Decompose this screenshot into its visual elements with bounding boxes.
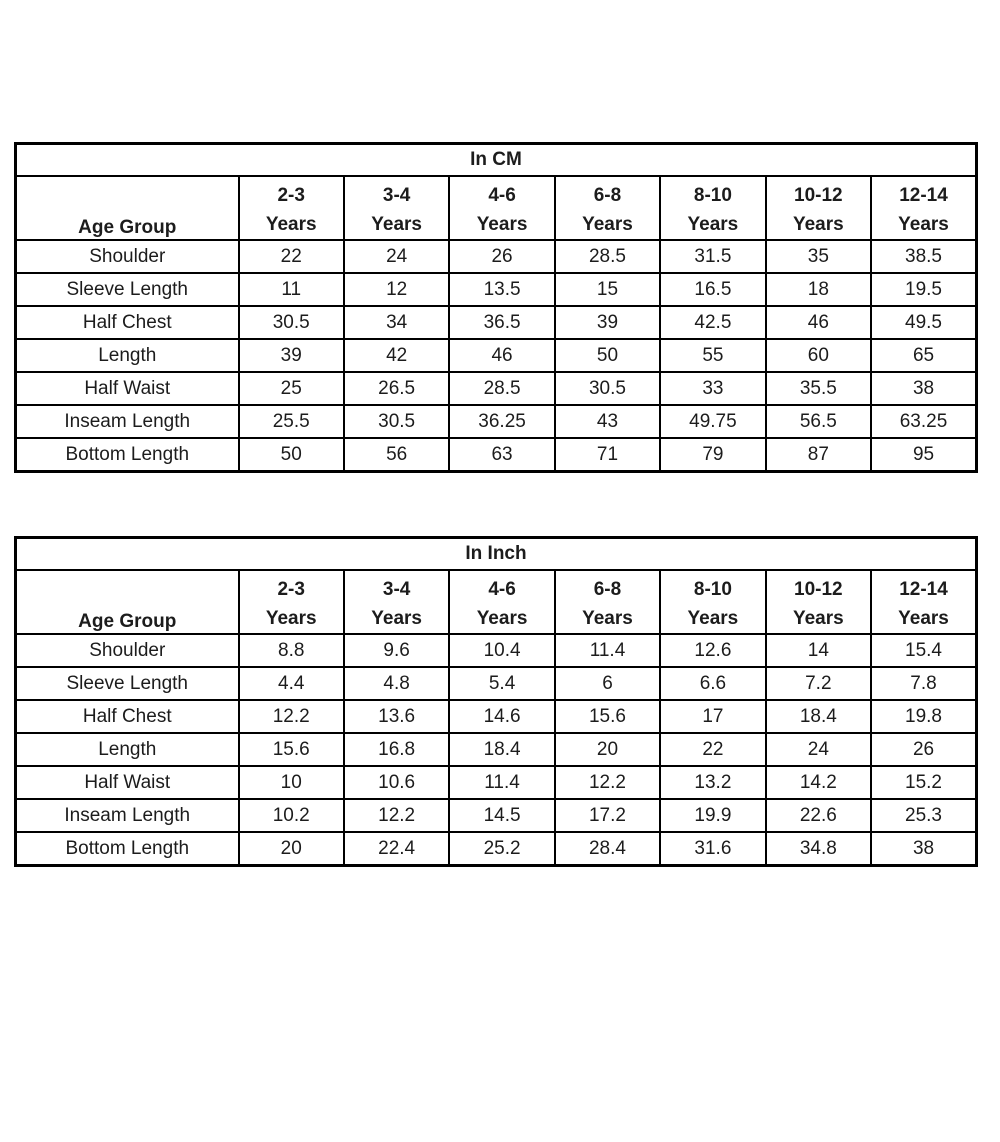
- row-label: Inseam Length: [16, 405, 239, 438]
- value-cell: 17: [660, 700, 765, 733]
- value-cell: 18: [766, 273, 871, 306]
- column-header: [660, 570, 765, 634]
- value-cell: 17.2: [555, 799, 660, 832]
- value-cell: 34: [344, 306, 449, 339]
- value-cell: 12.2: [344, 799, 449, 832]
- value-cell: 11.4: [449, 766, 554, 799]
- column-header: [660, 176, 765, 240]
- value-cell: 6.6: [660, 667, 765, 700]
- value-cell: 11: [239, 273, 344, 306]
- column-header-range: 4-6: [488, 579, 516, 600]
- table-title-row: [16, 538, 977, 571]
- value-cell: 4.4: [239, 667, 344, 700]
- column-header-range: 3-4: [382, 579, 411, 600]
- column-header: [766, 176, 871, 240]
- table-row: [16, 832, 977, 866]
- value-cell: 42: [344, 339, 449, 372]
- row-label: Inseam Length: [16, 799, 239, 832]
- value-cell: 26: [449, 240, 554, 273]
- column-header-unit: Years: [792, 608, 844, 629]
- value-cell: 20: [555, 733, 660, 766]
- column-header: [344, 570, 449, 634]
- value-cell: 26: [871, 733, 976, 766]
- value-cell: 24: [344, 240, 449, 273]
- row-label: Length: [16, 733, 239, 766]
- table-row: [16, 766, 977, 799]
- column-header-unit: Years: [687, 608, 739, 629]
- column-header-unit: Years: [476, 214, 528, 235]
- column-header-range: 12-14: [899, 185, 948, 206]
- row-label: Shoulder: [16, 240, 239, 273]
- column-header-range: 4-6: [488, 185, 516, 206]
- column-header: [871, 176, 976, 240]
- row-label: Half Chest: [16, 306, 239, 339]
- table-title: In CM: [16, 144, 977, 177]
- value-cell: 25.3: [871, 799, 976, 832]
- column-header-range: 10-12: [794, 579, 843, 600]
- value-cell: 8.8: [239, 634, 344, 667]
- value-cell: 63: [449, 438, 554, 472]
- value-cell: 28.5: [449, 372, 554, 405]
- value-cell: 65: [871, 339, 976, 372]
- value-cell: 25.2: [449, 832, 554, 866]
- value-cell: 43: [555, 405, 660, 438]
- value-cell: 5.4: [449, 667, 554, 700]
- value-cell: 22: [660, 733, 765, 766]
- value-cell: 36.25: [449, 405, 554, 438]
- table-row: [16, 240, 977, 273]
- row-label: Sleeve Length: [16, 273, 239, 306]
- column-header-range: 6-8: [593, 579, 622, 600]
- value-cell: 31.6: [660, 832, 765, 866]
- column-header-range: 6-8: [593, 185, 622, 206]
- value-cell: 15: [555, 273, 660, 306]
- value-cell: 33: [660, 372, 765, 405]
- column-header: [344, 176, 449, 240]
- row-label: Bottom Length: [16, 438, 239, 472]
- column-header-unit: Years: [687, 214, 739, 235]
- value-cell: 39: [555, 306, 660, 339]
- value-cell: 30.5: [344, 405, 449, 438]
- table-row: [16, 700, 977, 733]
- table-row: [16, 273, 977, 306]
- table-row: [16, 634, 977, 667]
- value-cell: 55: [660, 339, 765, 372]
- column-header-unit: Years: [371, 214, 422, 235]
- value-cell: 46: [766, 306, 871, 339]
- column-header-unit: Years: [265, 214, 317, 235]
- value-cell: 16.5: [660, 273, 765, 306]
- value-cell: 19.8: [871, 700, 976, 733]
- column-header-unit: Years: [582, 214, 633, 235]
- value-cell: 18.4: [449, 733, 554, 766]
- value-cell: 24: [766, 733, 871, 766]
- value-cell: 50: [555, 339, 660, 372]
- size-chart-page: [0, 142, 1000, 1142]
- value-cell: 16.8: [344, 733, 449, 766]
- value-cell: 95: [871, 438, 976, 472]
- table-header-row: [16, 176, 977, 240]
- value-cell: 15.2: [871, 766, 976, 799]
- column-header-range: 2-3: [277, 185, 305, 206]
- value-cell: 26.5: [344, 372, 449, 405]
- value-cell: 34.8: [766, 832, 871, 866]
- value-cell: 13.5: [449, 273, 554, 306]
- size-table-inch: [14, 536, 978, 867]
- table-row: [16, 405, 977, 438]
- value-cell: 4.8: [344, 667, 449, 700]
- table-row: [16, 733, 977, 766]
- value-cell: 14.5: [449, 799, 554, 832]
- column-header-unit: Years: [371, 608, 422, 629]
- value-cell: 87: [766, 438, 871, 472]
- value-cell: 28.4: [555, 832, 660, 866]
- value-cell: 38.5: [871, 240, 976, 273]
- value-cell: 11.4: [555, 634, 660, 667]
- value-cell: 7.2: [766, 667, 871, 700]
- value-cell: 35.5: [766, 372, 871, 405]
- value-cell: 28.5: [555, 240, 660, 273]
- row-label: Half Waist: [16, 766, 239, 799]
- value-cell: 38: [871, 372, 976, 405]
- table-header-row: [16, 570, 977, 634]
- column-header-range: 3-4: [382, 185, 411, 206]
- table-row: [16, 799, 977, 832]
- value-cell: 31.5: [660, 240, 765, 273]
- value-cell: 14.2: [766, 766, 871, 799]
- value-cell: 12.2: [555, 766, 660, 799]
- column-header: [239, 570, 344, 634]
- value-cell: 12.2: [239, 700, 344, 733]
- value-cell: 20: [239, 832, 344, 866]
- column-header: [239, 176, 344, 240]
- value-cell: 25.5: [239, 405, 344, 438]
- column-header: [555, 570, 660, 634]
- column-header-unit: Years: [898, 214, 949, 235]
- table-row: [16, 667, 977, 700]
- table-row: [16, 438, 977, 472]
- table-row: [16, 339, 977, 372]
- table-title-row: [16, 144, 977, 177]
- column-header: [766, 570, 871, 634]
- column-header-unit: Years: [898, 608, 949, 629]
- value-cell: 25: [239, 372, 344, 405]
- column-header: [449, 176, 554, 240]
- column-header-unit: Years: [476, 608, 528, 629]
- column-header: [555, 176, 660, 240]
- value-cell: 7.8: [871, 667, 976, 700]
- column-header-unit: Years: [792, 214, 844, 235]
- column-header-unit: Years: [582, 608, 633, 629]
- value-cell: 36.5: [449, 306, 554, 339]
- column-header-range: 8-10: [693, 579, 732, 600]
- value-cell: 15.6: [239, 733, 344, 766]
- value-cell: 50: [239, 438, 344, 472]
- row-label: Length: [16, 339, 239, 372]
- value-cell: 49.5: [871, 306, 976, 339]
- corner-header-age-group: Age Group: [16, 176, 239, 240]
- value-cell: 42.5: [660, 306, 765, 339]
- value-cell: 39: [239, 339, 344, 372]
- value-cell: 14.6: [449, 700, 554, 733]
- value-cell: 10: [239, 766, 344, 799]
- value-cell: 10.6: [344, 766, 449, 799]
- value-cell: 6: [555, 667, 660, 700]
- value-cell: 35: [766, 240, 871, 273]
- value-cell: 15.4: [871, 634, 976, 667]
- column-header-unit: Years: [265, 608, 317, 629]
- value-cell: 22.6: [766, 799, 871, 832]
- value-cell: 79: [660, 438, 765, 472]
- value-cell: 14: [766, 634, 871, 667]
- table-row: [16, 372, 977, 405]
- value-cell: 19.9: [660, 799, 765, 832]
- column-header: [871, 570, 976, 634]
- value-cell: 56.5: [766, 405, 871, 438]
- row-label: Half Waist: [16, 372, 239, 405]
- value-cell: 63.25: [871, 405, 976, 438]
- value-cell: 49.75: [660, 405, 765, 438]
- value-cell: 30.5: [555, 372, 660, 405]
- row-label: Half Chest: [16, 700, 239, 733]
- value-cell: 38: [871, 832, 976, 866]
- value-cell: 15.6: [555, 700, 660, 733]
- value-cell: 60: [766, 339, 871, 372]
- value-cell: 56: [344, 438, 449, 472]
- value-cell: 30.5: [239, 306, 344, 339]
- value-cell: 18.4: [766, 700, 871, 733]
- column-header-range: 2-3: [277, 579, 305, 600]
- value-cell: 71: [555, 438, 660, 472]
- column-header-range: 8-10: [693, 185, 732, 206]
- row-label: Bottom Length: [16, 832, 239, 866]
- table-row: [16, 306, 977, 339]
- size-table-cm: [14, 142, 978, 473]
- table-title: In Inch: [16, 538, 977, 571]
- value-cell: 9.6: [344, 634, 449, 667]
- value-cell: 46: [449, 339, 554, 372]
- row-label: Sleeve Length: [16, 667, 239, 700]
- value-cell: 10.4: [449, 634, 554, 667]
- value-cell: 10.2: [239, 799, 344, 832]
- corner-header-age-group: Age Group: [16, 570, 239, 634]
- value-cell: 19.5: [871, 273, 976, 306]
- value-cell: 13.6: [344, 700, 449, 733]
- value-cell: 22: [239, 240, 344, 273]
- value-cell: 13.2: [660, 766, 765, 799]
- column-header-range: 10-12: [794, 185, 843, 206]
- value-cell: 12.6: [660, 634, 765, 667]
- row-label: Shoulder: [16, 634, 239, 667]
- value-cell: 12: [344, 273, 449, 306]
- column-header: [449, 570, 554, 634]
- value-cell: 22.4: [344, 832, 449, 866]
- column-header-range: 12-14: [899, 579, 948, 600]
